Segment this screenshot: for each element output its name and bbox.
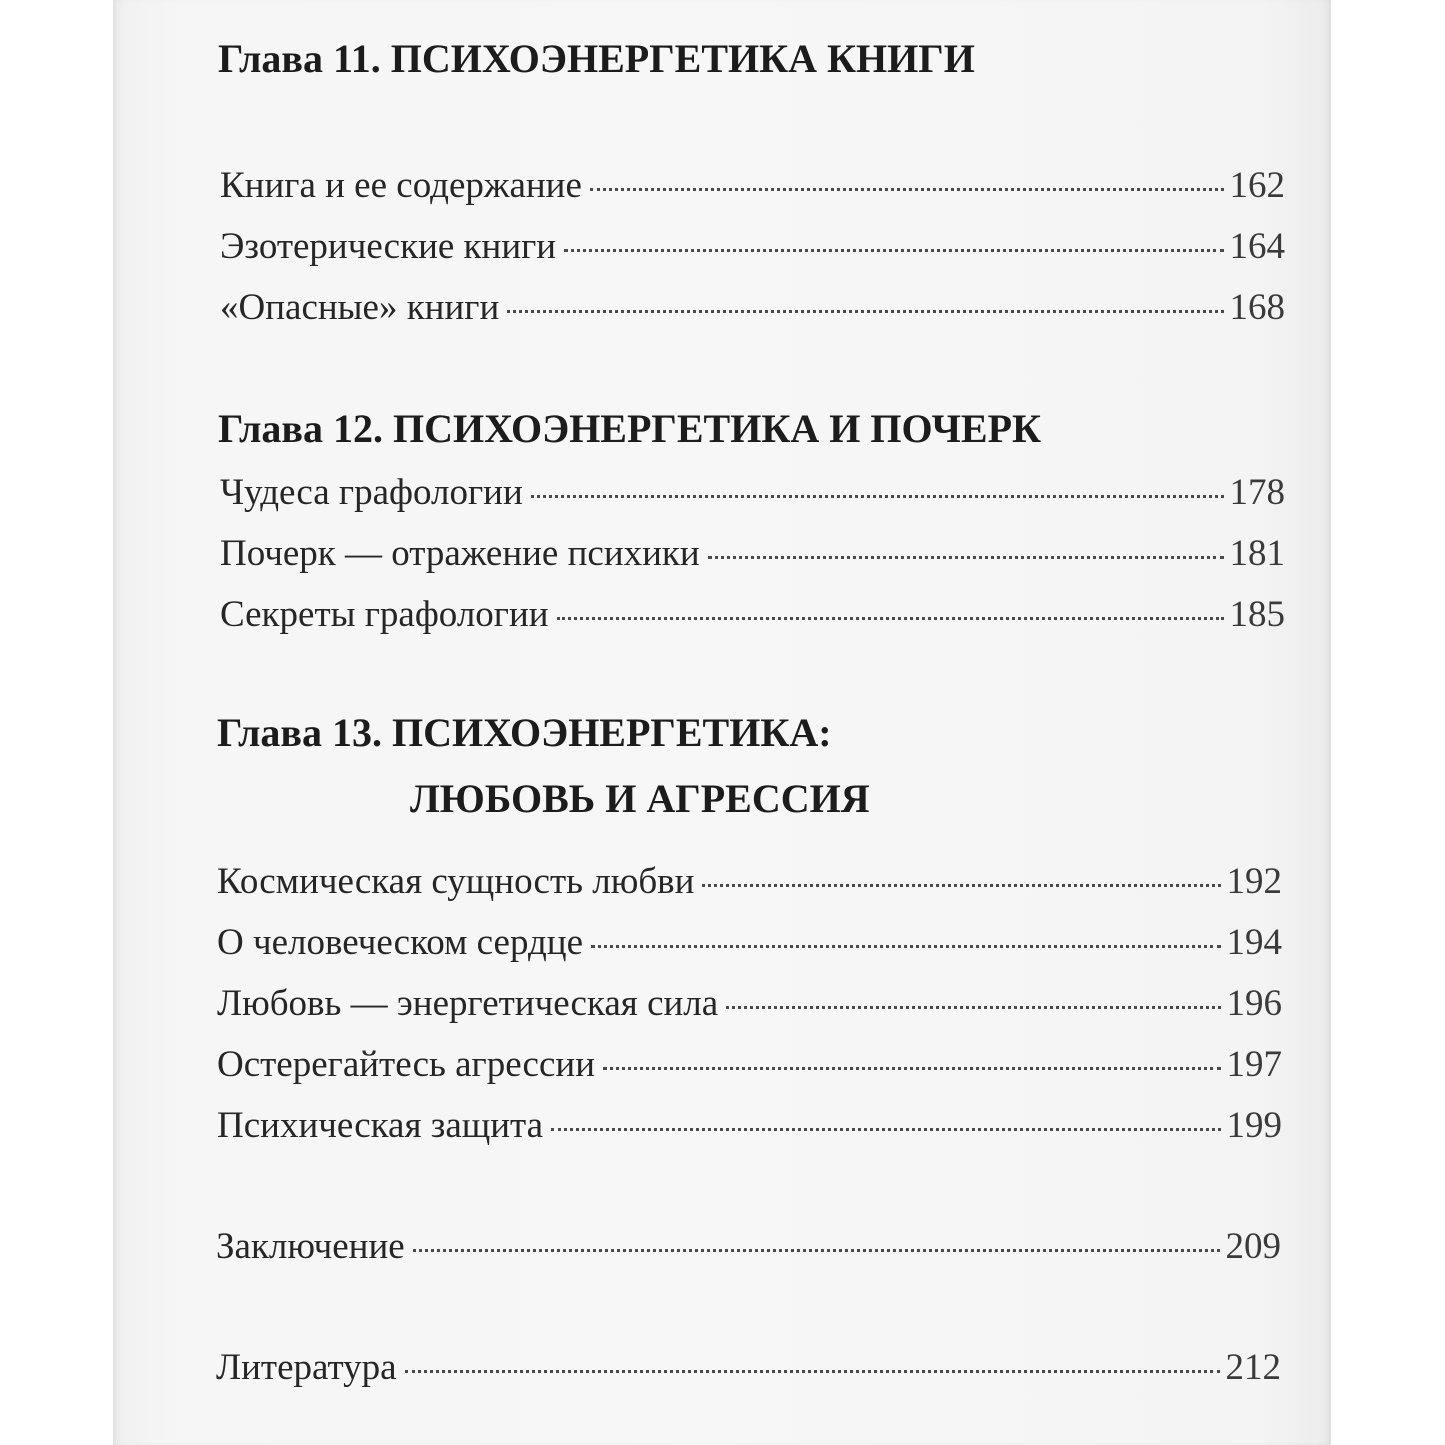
dot-leader bbox=[603, 1067, 1220, 1070]
entry-title: Почерк — отражение психики bbox=[220, 533, 700, 574]
entry-page-number: 162 bbox=[1229, 165, 1285, 206]
toc-entry[interactable] bbox=[220, 469, 1285, 517]
dot-leader bbox=[551, 1128, 1220, 1131]
entry-page-number: 209 bbox=[1225, 1226, 1281, 1267]
entry-page-number: 197 bbox=[1226, 1044, 1282, 1085]
toc-entry[interactable] bbox=[220, 162, 1285, 210]
entry-title: О человеческом сердце bbox=[217, 922, 584, 963]
entry-title: «Опасные» книги bbox=[220, 287, 500, 328]
entry-page-number: 196 bbox=[1226, 983, 1282, 1024]
dot-leader bbox=[590, 188, 1224, 191]
toc-entry[interactable] bbox=[220, 591, 1285, 639]
entry-page-number: 194 bbox=[1226, 922, 1282, 963]
entry-title: Книга и ее содержание bbox=[220, 165, 582, 206]
chapter-12-title: Глава 12. ПСИХОЭНЕРГЕТИКА И ПОЧЕРК bbox=[218, 406, 1042, 451]
dot-leader bbox=[708, 556, 1224, 559]
toc-entry[interactable] bbox=[217, 858, 1282, 906]
entry-page-number: 199 bbox=[1226, 1105, 1282, 1146]
entry-title: Заключение bbox=[216, 1226, 405, 1267]
entry-page-number: 181 bbox=[1229, 533, 1285, 574]
dot-leader bbox=[702, 884, 1220, 887]
dot-leader bbox=[726, 1006, 1220, 1009]
entry-page-number: 178 bbox=[1229, 472, 1285, 513]
toc-entry-literature[interactable] bbox=[216, 1344, 1281, 1392]
toc-entry[interactable] bbox=[217, 1102, 1282, 1150]
entry-title: Любовь — энергетическая сила bbox=[217, 983, 719, 1024]
entry-title: Эзотерические книги bbox=[220, 226, 557, 267]
dot-leader bbox=[557, 617, 1224, 620]
entry-title: Секреты графологии bbox=[220, 594, 549, 635]
toc-entry[interactable] bbox=[220, 530, 1285, 578]
entry-page-number: 164 bbox=[1229, 226, 1285, 267]
dot-leader bbox=[564, 249, 1223, 252]
entry-title: Чудеса графологии bbox=[220, 472, 523, 513]
toc-entry[interactable] bbox=[217, 919, 1282, 967]
dot-leader bbox=[413, 1249, 1220, 1252]
entry-page-number: 212 bbox=[1225, 1347, 1281, 1388]
toc-entry-conclusion[interactable] bbox=[216, 1223, 1281, 1271]
entry-page-number: 185 bbox=[1229, 594, 1285, 635]
entry-title: Космическая сущность любви bbox=[217, 861, 695, 902]
dot-leader bbox=[405, 1370, 1220, 1373]
entry-page-number: 168 bbox=[1229, 287, 1285, 328]
chapter-11-title: Глава 11. ПСИХОЭНЕРГЕТИКА КНИГИ bbox=[218, 36, 975, 81]
chapter-13-title bbox=[217, 706, 870, 826]
entry-title: Остерегайтесь агрессии bbox=[217, 1044, 596, 1085]
entry-title: Психическая защита bbox=[217, 1105, 544, 1146]
dot-leader bbox=[591, 945, 1220, 948]
dot-leader bbox=[507, 310, 1223, 313]
toc-entry[interactable] bbox=[217, 1041, 1282, 1089]
entry-title: Литература bbox=[216, 1347, 397, 1388]
toc-entry[interactable] bbox=[220, 223, 1285, 271]
entry-page-number: 192 bbox=[1226, 861, 1282, 902]
toc-entry[interactable] bbox=[220, 284, 1285, 332]
chapter-13-title-line-1: Глава 13. ПСИХОЭНЕРГЕТИКА: bbox=[217, 710, 832, 755]
dot-leader bbox=[531, 495, 1224, 498]
chapter-13-title-line-2: ЛЮБОВЬ И АГРЕССИЯ bbox=[410, 776, 870, 821]
toc-entry[interactable] bbox=[217, 980, 1282, 1028]
book-page bbox=[113, 0, 1331, 1445]
